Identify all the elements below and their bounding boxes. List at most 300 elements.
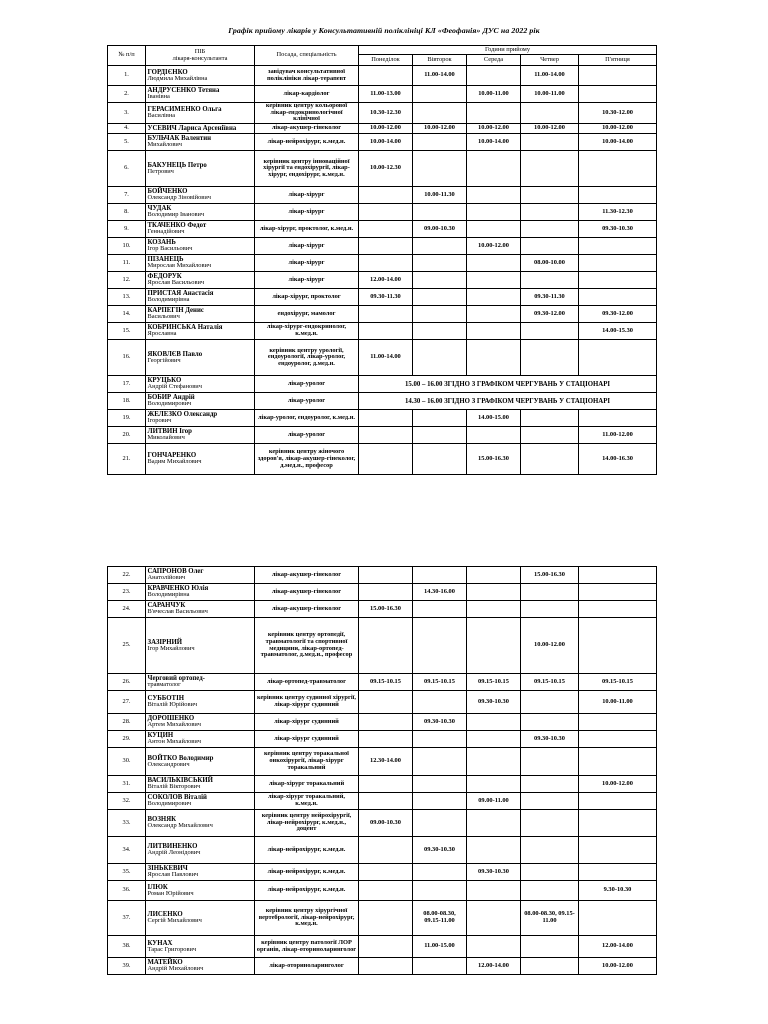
schedule-cell (359, 776, 413, 793)
schedule-cell (413, 618, 467, 674)
doctor-name (146, 958, 255, 975)
doctor-surname: ЗАЗІРНИЙ (147, 638, 183, 646)
schedule-cell: 09.15-10.15 (359, 674, 413, 691)
schedule-cell (359, 255, 413, 272)
schedule-cell (413, 103, 467, 124)
doctor-position: лікар-уролог (255, 376, 359, 393)
doctor-position: керівник центру інноваційної хірургії та ендохірургії, лікар-хірург, ендохірург, к.мед.н. (255, 151, 359, 187)
schedule-cell (521, 187, 579, 204)
row-number: 4. (108, 124, 146, 134)
schedule-cell (521, 272, 579, 289)
doctor-first-name: Сергій Михайлович (147, 917, 202, 925)
schedule-cell (467, 272, 521, 289)
doctor-first-name: Ярослав Павлович (147, 871, 199, 879)
schedule-cell: 09.30-10.30 (579, 221, 657, 238)
schedule-cell (579, 289, 657, 306)
schedule-table-bottom (107, 566, 657, 975)
doctor-surname: ДОРОШЕНКО (147, 715, 195, 723)
schedule-cell (413, 691, 467, 714)
row-number: 32. (108, 793, 146, 810)
row-number: 8. (108, 204, 146, 221)
doctor-position: лікар-акушер-гінеколог (255, 601, 359, 618)
doctor-name (146, 221, 255, 238)
schedule-cell: 11.00-15.00 (413, 936, 467, 958)
doctor-name (146, 103, 255, 124)
schedule-cell: 10.00-12.00 (359, 124, 413, 134)
row-number: 9. (108, 221, 146, 238)
schedule-cell (521, 864, 579, 881)
schedule-cell (413, 410, 467, 427)
doctor-name (146, 204, 255, 221)
doctor-position: лікар-хірург (255, 238, 359, 255)
doctor-surname: КРУЦЬКО (147, 377, 182, 385)
schedule-cell (413, 323, 467, 340)
doctor-first-name: Ігор Михайлович (147, 644, 195, 652)
table-row (108, 674, 657, 691)
doctor-surname: ВОЙТКО Володимир (147, 754, 214, 762)
schedule-cell: 09.15-10.15 (521, 674, 579, 691)
schedule-cell (359, 936, 413, 958)
doctor-first-name: Віталій Юрійович (147, 701, 198, 709)
doctor-position: лікар-хірург (255, 272, 359, 289)
schedule-cell (359, 444, 413, 475)
schedule-note: 15.00 – 16.00 ЗГІДНО З ГРАФІКОМ ЧЕРГУВАНЬ У СТАЦІОНАРІ (359, 376, 657, 393)
schedule-cell (579, 255, 657, 272)
table-row (108, 864, 657, 881)
doctor-surname: БОБИР Андрій (147, 394, 195, 402)
schedule-cell: 10.00-12.00 (579, 124, 657, 134)
doctor-surname: КУНАХ (147, 939, 173, 947)
col-schedule-header: Години прийому (359, 46, 657, 55)
doctor-first-name: травматолог (147, 681, 181, 689)
schedule-cell (521, 776, 579, 793)
schedule-cell (579, 810, 657, 837)
doctor-name (146, 601, 255, 618)
schedule-cell (579, 86, 657, 103)
row-number: 36. (108, 881, 146, 901)
schedule-cell (359, 187, 413, 204)
row-number: 3. (108, 103, 146, 124)
schedule-cell: 09.30-12.00 (521, 306, 579, 323)
schedule-cell (413, 776, 467, 793)
doctor-surname: КАРПЕГІН Денис (147, 307, 204, 315)
schedule-cell (359, 306, 413, 323)
schedule-cell (579, 151, 657, 187)
doctor-name (146, 255, 255, 272)
schedule-cell (467, 323, 521, 340)
doctor-first-name: Ігор Васильович (147, 245, 193, 253)
schedule-cell (413, 444, 467, 475)
schedule-cell (467, 714, 521, 731)
schedule-cell (467, 731, 521, 748)
doctor-surname: ЧУДАК (147, 205, 172, 213)
doctor-position: лікар-уролог (255, 393, 359, 410)
schedule-cell: 10.00-14.00 (359, 134, 413, 151)
doctor-surname: ПІЗАНЕЦЬ (147, 256, 184, 264)
row-number: 23. (108, 584, 146, 601)
schedule-cell (521, 323, 579, 340)
doctor-position: керівник центру урології, ендоурології, лікар-уролог, ендоуролог, д.мед.н. (255, 340, 359, 376)
doctor-name (146, 66, 255, 86)
doctor-surname: ЖЕЛЕЗКО Олександр (147, 411, 218, 419)
row-number: 7. (108, 187, 146, 204)
schedule-cell (413, 289, 467, 306)
doctor-first-name: Іванівна (147, 93, 170, 101)
schedule-cell (413, 881, 467, 901)
table-row (108, 134, 657, 151)
doctor-position: керівник центру кольорової лікар-ендокринологічної клінічної (255, 103, 359, 124)
schedule-cell (467, 103, 521, 124)
doctor-surname: КОЗАНЬ (147, 239, 176, 247)
schedule-cell: 09.30-10.30 (413, 714, 467, 731)
table-row (108, 714, 657, 731)
row-number: 30. (108, 748, 146, 776)
doctor-surname: БОЙЧЕНКО (147, 188, 188, 196)
schedule-cell (521, 134, 579, 151)
doctor-position: лікар-хірург, проктолог (255, 289, 359, 306)
doctor-name (146, 901, 255, 936)
schedule-cell: 14.00-15.30 (579, 323, 657, 340)
schedule-cell (579, 837, 657, 864)
doctor-first-name: Петрович (147, 167, 174, 175)
schedule-cell (413, 306, 467, 323)
table-row (108, 255, 657, 272)
schedule-cell (413, 255, 467, 272)
doctor-surname: УСЕВИЧ Лариса Арсеніївна (147, 125, 237, 133)
doctor-position: лікар-акушер-гінеколог (255, 124, 359, 134)
col-day-header: П'ятниця (579, 55, 657, 66)
doctor-first-name: Мирослав Михайлович (147, 262, 212, 270)
schedule-cell (413, 810, 467, 837)
row-number: 18. (108, 393, 146, 410)
table-row (108, 187, 657, 204)
table-row (108, 601, 657, 618)
doctor-position: лікар-хірург (255, 255, 359, 272)
row-number: 19. (108, 410, 146, 427)
row-number: 15. (108, 323, 146, 340)
doctor-position: лікар-акушер-гінеколог (255, 567, 359, 584)
doctor-name (146, 714, 255, 731)
schedule-cell (413, 134, 467, 151)
doctor-first-name: Антон Михайлович (147, 738, 201, 746)
table-row (108, 221, 657, 238)
doctor-position: керівник центру ортопедії, травматології та спортивної медицини, лікар-ортопед-травматолог, д.мед.н., професор (255, 618, 359, 674)
doctor-surname: КУЦИН (147, 732, 174, 740)
doctor-surname: ФЕДОРУК (147, 273, 182, 281)
schedule-cell: 09.30-10.30 (521, 731, 579, 748)
schedule-cell: 11.00-14.00 (359, 340, 413, 376)
schedule-cell (467, 901, 521, 936)
row-number: 26. (108, 674, 146, 691)
schedule-cell: 09.15-10.15 (579, 674, 657, 691)
schedule-cell (579, 748, 657, 776)
table-row (108, 901, 657, 936)
row-number: 2. (108, 86, 146, 103)
table-row (108, 238, 657, 255)
schedule-cell (579, 618, 657, 674)
doctor-name (146, 86, 255, 103)
table-row (108, 881, 657, 901)
doctor-name (146, 151, 255, 187)
schedule-cell (579, 864, 657, 881)
schedule-cell (467, 837, 521, 864)
table-row (108, 66, 657, 86)
schedule-cell: 10.30-12.30 (359, 103, 413, 124)
schedule-cell (359, 618, 413, 674)
schedule-cell (359, 204, 413, 221)
doctor-surname: КОБРИНСЬКА Наталія (147, 324, 223, 332)
doctor-name (146, 567, 255, 584)
doctor-surname: ВОЗНЯК (147, 816, 177, 824)
schedule-cell (359, 901, 413, 936)
schedule-cell (579, 584, 657, 601)
table-row (108, 731, 657, 748)
row-number: 13. (108, 289, 146, 306)
doctor-position: ендохірург, мамолог (255, 306, 359, 323)
row-number: 39. (108, 958, 146, 975)
row-number: 20. (108, 427, 146, 444)
doctor-name (146, 410, 255, 427)
doctor-surname: ПРИСТАЯ Анастасія (147, 290, 214, 298)
schedule-cell: 08.00-08.30, 09.15-11.00 (413, 901, 467, 936)
schedule-cell (579, 66, 657, 86)
schedule-cell (413, 151, 467, 187)
row-number: 6. (108, 151, 146, 187)
schedule-cell (413, 958, 467, 975)
schedule-cell: 11.00-12.00 (579, 427, 657, 444)
schedule-cell (413, 864, 467, 881)
schedule-cell (521, 221, 579, 238)
schedule-cell: 11.00-13.00 (359, 86, 413, 103)
doctor-surname: СОКОЛОВ Віталій (147, 794, 207, 802)
schedule-cell (521, 340, 579, 376)
schedule-cell (413, 567, 467, 584)
doctor-surname: САПРОНОВ Олег (147, 568, 204, 576)
schedule-cell (413, 204, 467, 221)
schedule-cell (521, 958, 579, 975)
doctor-first-name: Людмила Михайлівна (147, 74, 208, 82)
schedule-cell (413, 731, 467, 748)
schedule-cell: 10.00-14.00 (467, 134, 521, 151)
schedule-cell: 10.00-12.00 (521, 618, 579, 674)
doctor-first-name: Георгійович (147, 356, 181, 364)
schedule-cell (467, 340, 521, 376)
schedule-cell (359, 881, 413, 901)
doctor-name (146, 837, 255, 864)
schedule-cell: 14.30-16.00 (413, 584, 467, 601)
row-number: 34. (108, 837, 146, 864)
schedule-cell: 09.30-11.30 (359, 289, 413, 306)
doctor-first-name: Ярославна (147, 330, 177, 338)
schedule-cell: 10.00-11.30 (413, 187, 467, 204)
col-day-header: Понеділок (359, 55, 413, 66)
schedule-cell (359, 410, 413, 427)
schedule-cell (521, 691, 579, 714)
doctor-surname: КРАВЧЕНКО Юлія (147, 585, 209, 593)
row-number: 28. (108, 714, 146, 731)
doctor-surname: АНДРУСЕНКО Тетяна (147, 87, 220, 95)
doctor-name (146, 393, 255, 410)
schedule-cell (521, 151, 579, 187)
schedule-cell: 15.00-16.30 (467, 444, 521, 475)
doctor-surname: ЗІНЬКЕВИЧ (147, 865, 188, 873)
doctor-name (146, 444, 255, 475)
table-row (108, 410, 657, 427)
schedule-cell (521, 881, 579, 901)
doctor-first-name: Володимирівна (147, 296, 190, 304)
doctor-name (146, 674, 255, 691)
doctor-name (146, 618, 255, 674)
doctor-position: лікар-кардіолог (255, 86, 359, 103)
table-row (108, 958, 657, 975)
doctor-name (146, 864, 255, 881)
row-number: 14. (108, 306, 146, 323)
schedule-cell (359, 221, 413, 238)
doctor-name (146, 776, 255, 793)
schedule-cell (359, 567, 413, 584)
doctor-first-name: Василівна (147, 112, 176, 120)
schedule-cell: 14.00-16.30 (579, 444, 657, 475)
schedule-cell (467, 936, 521, 958)
row-number: 27. (108, 691, 146, 714)
schedule-cell: 10.00-12.30 (359, 151, 413, 187)
schedule-cell (579, 187, 657, 204)
schedule-cell (467, 427, 521, 444)
doctor-surname: СУББОТІН (147, 695, 184, 703)
col-day-header: Середа (467, 55, 521, 66)
schedule-cell: 10.00-12.00 (413, 124, 467, 134)
schedule-cell (579, 238, 657, 255)
doctor-surname: ЛИСЕНКО (147, 911, 183, 919)
table-row (108, 427, 657, 444)
schedule-cell: 12.00-14.00 (359, 272, 413, 289)
doctor-name (146, 748, 255, 776)
schedule-cell (521, 427, 579, 444)
doctor-first-name: Артем Михайлович (147, 721, 202, 729)
doctor-name (146, 793, 255, 810)
doctor-position: лікар-хірург торакальний (255, 776, 359, 793)
schedule-cell (521, 601, 579, 618)
doctor-position: керівник центру нейрохірургії, лікар-нейрохірург, к.мед.н., доцент (255, 810, 359, 837)
doctor-first-name: Володимирович (147, 400, 192, 408)
doctor-first-name: В'ячеслав Васильович (147, 608, 208, 616)
doctor-name (146, 936, 255, 958)
doctor-name (146, 272, 255, 289)
doctor-position: лікар-нейрохірург, к.мед.н. (255, 864, 359, 881)
schedule-cell (521, 714, 579, 731)
doctor-position: лікар-хірург судинний (255, 731, 359, 748)
doctor-name (146, 124, 255, 134)
row-number: 12. (108, 272, 146, 289)
schedule-cell (579, 567, 657, 584)
table-row (108, 204, 657, 221)
schedule-cell (521, 748, 579, 776)
doctor-surname: ІЛЮК (147, 883, 168, 891)
doctor-position: керівник центру жіночого здоров'я, лікар-акушер-гінеколог, д.мед.н., професор (255, 444, 359, 475)
doctor-first-name: Михайлович (147, 141, 183, 149)
doctor-position: лікар-нейрохірург, к.мед.н. (255, 134, 359, 151)
schedule-cell (413, 748, 467, 776)
schedule-cell: 09.30-12.00 (579, 306, 657, 323)
schedule-cell (413, 427, 467, 444)
schedule-cell (579, 340, 657, 376)
doctor-surname: БАКУНЕЦЬ Петро (147, 161, 207, 169)
doctor-position: завідувач консультативної поліклініки лікар-терапевт (255, 66, 359, 86)
doctor-name (146, 238, 255, 255)
doctor-first-name: Анатолійович (147, 574, 186, 582)
schedule-cell (521, 584, 579, 601)
table-row (108, 393, 657, 410)
table-row (108, 936, 657, 958)
doctor-first-name: Олександр Михайлович (147, 822, 213, 830)
schedule-cell (521, 410, 579, 427)
schedule-cell (579, 272, 657, 289)
schedule-cell (359, 323, 413, 340)
schedule-cell: 11.00-14.00 (521, 66, 579, 86)
schedule-cell (579, 793, 657, 810)
row-number: 1. (108, 66, 146, 86)
table-row (108, 86, 657, 103)
schedule-cell (467, 776, 521, 793)
schedule-table-top (107, 45, 657, 475)
table-row (108, 618, 657, 674)
row-number: 16. (108, 340, 146, 376)
doctor-surname: МАТЕЙКО (147, 959, 183, 967)
doctor-name (146, 731, 255, 748)
table-row (108, 289, 657, 306)
schedule-cell (579, 410, 657, 427)
doctor-name (146, 134, 255, 151)
doctor-surname: БУЛЬЧАК Валентин (147, 135, 212, 143)
schedule-cell (521, 810, 579, 837)
schedule-cell: 10.00-11.00 (467, 86, 521, 103)
schedule-cell: 09.00-10.30 (413, 221, 467, 238)
schedule-cell (359, 584, 413, 601)
table-row (108, 793, 657, 810)
schedule-cell: 11.00-14.00 (413, 66, 467, 86)
doctor-surname: ТКАЧЕНКО Федот (147, 222, 207, 230)
doctor-position: лікар-оториноларинголог (255, 958, 359, 975)
doctor-position: лікар-акушер-гінеколог (255, 584, 359, 601)
schedule-cell (579, 601, 657, 618)
doctor-first-name: Вадим Михайлович (147, 458, 202, 466)
schedule-cell: 9.30-10.30 (579, 881, 657, 901)
doctor-first-name: Володимирович (147, 800, 192, 808)
schedule-cell (359, 427, 413, 444)
table-row (108, 340, 657, 376)
doctor-first-name: Тарас Григорович (147, 945, 197, 953)
doctor-name (146, 306, 255, 323)
schedule-cell (359, 66, 413, 86)
schedule-cell (467, 810, 521, 837)
schedule-cell: 09.00-10.30 (359, 810, 413, 837)
table-row (108, 837, 657, 864)
row-number: 17. (108, 376, 146, 393)
schedule-cell (359, 793, 413, 810)
schedule-cell (521, 204, 579, 221)
doctor-name (146, 810, 255, 837)
schedule-cell (521, 793, 579, 810)
doctor-surname: ГОНЧАРЕНКО (147, 452, 197, 460)
table-row (108, 776, 657, 793)
doctor-first-name: Андрій Михайлович (147, 965, 204, 973)
doctor-name (146, 691, 255, 714)
doctor-position: лікар-ортопед-травматолог (255, 674, 359, 691)
table-row (108, 151, 657, 187)
schedule-cell (467, 221, 521, 238)
doctor-first-name: Ігорович (147, 417, 172, 425)
doctor-first-name: Миколайович (147, 434, 185, 442)
